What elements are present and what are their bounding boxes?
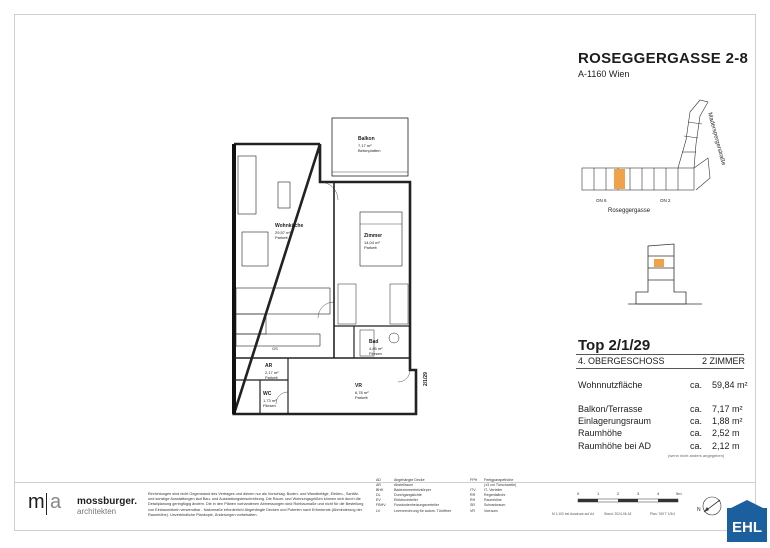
room-ar-name: AR <box>265 363 273 369</box>
entry-unit-label: 2/1/29 <box>423 372 429 386</box>
room-wohnkueche-floor: Parkett <box>275 235 288 240</box>
room-zimmer-area: 14,04 m² <box>364 240 380 245</box>
logo-m: m <box>28 491 45 513</box>
disclaimer-text: Einrichtungen sind nicht Gegenstand des Vertrages und dienen nur als Vorschlag. Boden- und Wandbeläge, Elektro-, Sanitär- und sonstige Ausstattungen laut Bau- und Ausstattungsbeschreibung. Die Raum- und Wohnungsgrößen können sich durch die Detailplanung geringfügig ändern. Die in den Plänen vorhandenen Abmessungen sind Rohbaumaße und nicht für die Bestellung von Einbaumöbeln verwendbar - Naturmaße erforderlich! Abgehängte Decken und Poterien nach Erfordernis (Abminderung der Raumhöhe). Unverbindliche Plankopie, Änderungen vorbehalten. <box>148 492 364 517</box>
area-ca: ca. <box>690 404 703 414</box>
room-vr-area: 6,78 m² <box>355 390 369 395</box>
area-label-raumhoehe-ad: Raumhöhe bei AD <box>578 441 652 451</box>
area-label-wohnnutz: Wohnnutzfläche <box>578 380 643 390</box>
area-ca: ca. <box>690 428 703 438</box>
area-value-raumhoehe: 2,52 m <box>712 428 740 438</box>
legend-row: DL Durchgangslichte <box>376 493 422 498</box>
area-ca: ca. <box>690 380 703 390</box>
area-label-balkon: Balkon/Terrasse <box>578 404 643 414</box>
legend-row: FBHV Fussbodenheizungsverteiler <box>376 503 439 508</box>
legend-row: EV Elektroverteiler <box>376 498 418 503</box>
floor-plan <box>224 112 440 428</box>
legend-row: AR Abstellraum <box>376 483 413 488</box>
gs-label: GS <box>272 346 278 351</box>
street-label-bottom: Roseggergasse <box>608 208 651 214</box>
room-balkon-name: Balkon <box>358 136 375 142</box>
area-ca: ca. <box>690 441 703 451</box>
area-label-raumhoehe: Raumhöhe <box>578 428 623 438</box>
scale-bar <box>576 497 688 505</box>
legend-row: SR Schrankraum <box>470 503 506 508</box>
room-wohnkueche-area: 29,57 m² <box>275 230 291 235</box>
north-label: N <box>697 507 701 513</box>
unit-floor: 4. OBERGESCHOSS <box>578 356 665 366</box>
area-value-wohnnutz: 59,84 m² <box>712 380 748 390</box>
room-wohnkueche-name: Wohnküche <box>275 223 304 229</box>
scale-ratio: M 1:100 bei Ausdruck auf A4 <box>552 512 594 516</box>
room-zimmer-floor: Parkett <box>364 245 377 250</box>
room-bad-area: 4,85 m² <box>369 346 383 351</box>
unit-number: Top 2/1/29 <box>578 337 651 354</box>
scale-tick: 2 <box>617 491 620 496</box>
room-zimmer-name: Zimmer <box>364 233 383 239</box>
room-bad-name: Bad <box>369 339 379 345</box>
area-value-balkon: 7,17 m² <box>712 404 743 414</box>
room-ar-floor: Parkett <box>265 375 278 380</box>
scale-tick: 5m <box>676 491 682 496</box>
scale-tick: 3 <box>637 491 640 496</box>
room-vr-floor: Parkett <box>355 395 368 400</box>
legend-row: VR Vorraum <box>470 508 498 513</box>
plan-date: Stand: 2024-06-18 <box>604 512 632 516</box>
plan-number: Plan: 769 T 1/3/4 <box>650 512 675 516</box>
street-label-side: Maderspergerstraße <box>706 112 727 167</box>
legend-row: BHK Badezimmerheizkörper <box>376 488 431 493</box>
room-ar-area: 2,17 m² <box>265 370 279 375</box>
legend-row: (±3 cm Türschwelle) <box>484 483 517 488</box>
legend-row: AD Abgehängte Decke <box>376 478 425 482</box>
entrance-on2: ON 2 <box>660 198 671 203</box>
legend-row: ITV IT- Verteiler <box>470 488 503 493</box>
legend-row: RR Regenfallrohr <box>470 493 506 498</box>
area-ca: ca. <box>690 416 703 426</box>
room-vr-name: VR <box>355 383 362 389</box>
scale-tick: 4 <box>657 491 660 496</box>
divider <box>576 368 744 369</box>
legend-right <box>470 478 516 514</box>
room-wc-name: WC <box>263 391 272 397</box>
entrance-on6: ON 6 <box>596 198 607 203</box>
building-section <box>628 240 708 312</box>
logo-a: a <box>50 491 62 513</box>
project-city: A-1160 Wien <box>578 69 630 79</box>
architect-name: mossburger. <box>77 496 138 507</box>
logo-bar <box>46 493 47 515</box>
height-note: (wenn nicht anders angegeben) <box>668 453 725 458</box>
unit-rooms: 2 ZIMMER <box>702 356 746 366</box>
scale-tick: 0 <box>577 491 580 496</box>
room-balkon-floor: Betonplatten <box>358 148 381 153</box>
area-value-einlagerung: 1,88 m² <box>712 416 743 426</box>
room-wc-floor: Fliesen <box>263 403 276 408</box>
legend-left <box>376 478 451 514</box>
legend-row: FPH Fertigparapethöhe <box>470 478 514 482</box>
area-label-einlagerung: Einlagerungsraum <box>578 416 652 426</box>
room-bad-floor: Fliesen <box>369 351 382 356</box>
room-balkon-area: 7,17 m² <box>358 143 372 148</box>
legend-row: LV Leerverrohrung für autom. Türöffner <box>376 508 452 513</box>
north-arrow-icon <box>700 494 724 518</box>
room-wc-area: 1,73 m² <box>263 398 277 403</box>
scale-tick: 1 <box>597 491 600 496</box>
architect-sub: architekten <box>77 507 117 516</box>
legend-row: RH Raumhöhe <box>470 498 502 503</box>
divider <box>576 354 744 355</box>
project-street: ROSEGGERGASSE 2-8 <box>578 50 749 67</box>
area-value-raumhoehe-ad: 2,12 m <box>712 441 740 451</box>
agent-logo: EHL <box>727 508 767 542</box>
